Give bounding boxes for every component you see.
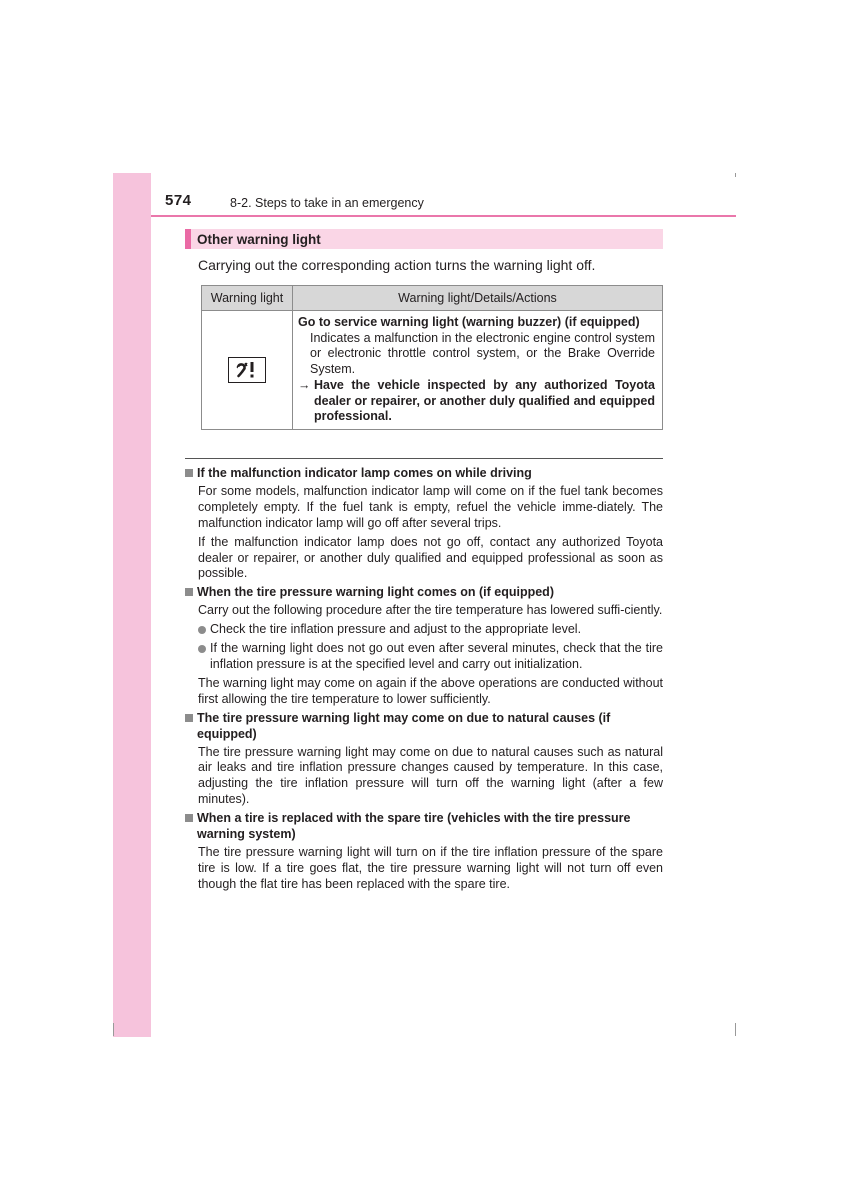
crop-mark-bottom-right (735, 1023, 736, 1036)
round-bullet-icon (198, 645, 206, 653)
warning-action-text: Have the vehicle inspected by any authorized Toyota dealer or repairer, or another duly qualified and equipped professional. (314, 377, 655, 424)
round-bullet-icon (198, 626, 206, 634)
paragraph: For some models, malfunction indicator lamp will come on if the fuel tank becomes completely empty. If the fuel tank is empty, refuel the vehicle imme-diately. The malfunction indicator lamp will go off after several trips. (198, 483, 663, 530)
square-bullet-icon (185, 469, 193, 477)
square-bullet-icon (185, 814, 193, 822)
list-item: Check the tire inflation pressure and adjust to the appropriate level. (198, 622, 663, 638)
warning-description: Indicates a malfunction in the electronic engine control system or electronic throttle control system, or the Brake Override System. (310, 330, 655, 377)
page-number: 574 (165, 192, 192, 209)
header-divider (151, 215, 736, 217)
box-heading: Other warning light (185, 229, 663, 249)
square-bullet-icon (185, 714, 193, 722)
icon-cell (202, 311, 293, 430)
square-bullet-icon (185, 588, 193, 596)
content-divider (185, 458, 663, 459)
paragraph: The tire pressure warning light will turn on if the tire inflation pressure of the spare tire is low. If a tire goes flat, the tire pressure warning light will not turn off even though the flat tire has been replaced with the spare tire. (198, 844, 663, 891)
section-title: 8-2. Steps to take in an emergency (230, 196, 424, 210)
section-heading: The tire pressure warning light may come on due to natural causes (if equipped) (185, 711, 663, 743)
crop-mark-bottom-left (113, 1023, 114, 1036)
column-header-details: Warning light/Details/Actions (293, 286, 663, 311)
warning-action (298, 378, 655, 425)
paragraph: If the malfunction indicator lamp does not go off, contact any authorized Toyota dealer or repairer, or another duly qualified and equipped professional as soon as possible. (198, 534, 663, 581)
section-heading: When the tire pressure warning light comes on (if equipped) (185, 585, 663, 601)
warning-title: Go to service warning light (warning buzzer) (if equipped) (298, 315, 640, 329)
paragraph: Carry out the following procedure after the tire temperature has lowered suffi-ciently. (198, 603, 663, 618)
paragraph: The tire pressure warning light may come on due to natural causes such as natural air leaks and tire inflation pressure changes caused by temperature. In this case, adjusting the tire inflation pressure will turn off the warning light (after a few minutes). (198, 744, 663, 807)
arrow-icon: → (298, 377, 311, 392)
column-header-warning-light: Warning light (202, 286, 293, 311)
crop-mark-top-right (735, 173, 736, 177)
section-heading: When a tire is replaced with the spare tire (vehicles with the tire pressure warning system) (185, 811, 663, 843)
list-item: If the warning light does not go out even after several minutes, check that the tire inflation pressure is at the specified level and carry out initialization. (198, 641, 663, 673)
warning-light-table (201, 285, 663, 430)
side-color-strip (113, 173, 151, 1037)
go-to-service-warning-icon (228, 357, 266, 383)
notes-content (185, 463, 663, 896)
section-heading: If the malfunction indicator lamp comes on while driving (185, 466, 663, 482)
table-row (202, 311, 663, 430)
paragraph: The warning light may come on again if the above operations are conducted without first allowing the tire temperature to lower sufficiently. (198, 675, 663, 706)
details-cell (293, 311, 663, 430)
box-intro: Carrying out the corresponding action turns the warning light off. (198, 257, 596, 273)
table-header-row (202, 286, 663, 311)
